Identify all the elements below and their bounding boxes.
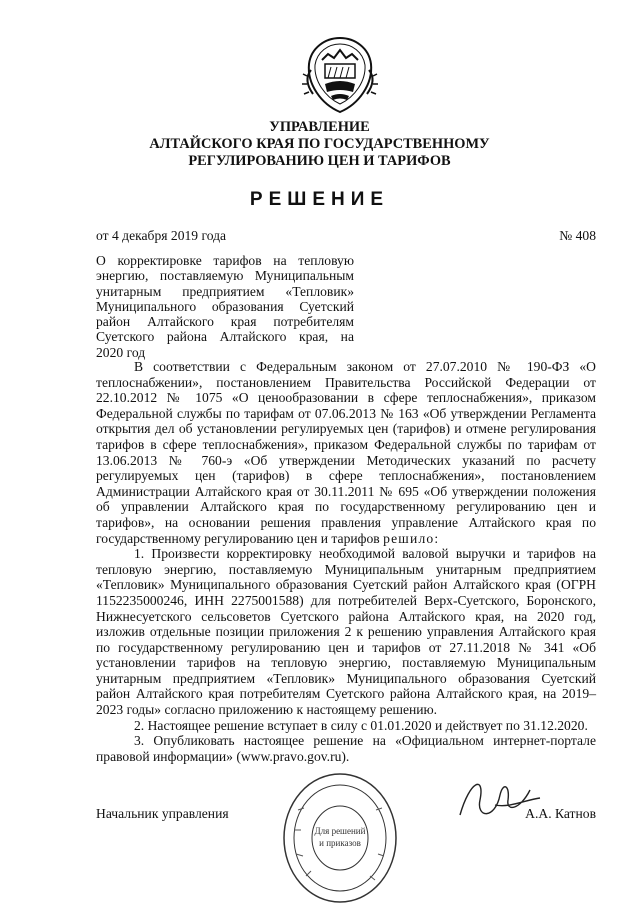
item2-line: 2. Настоящее решение вступает в силу с 01.01.2020 и действует по 31.12.2020. [134,717,588,733]
item1-line: Нижнесуетского сельсоветов Суетского района Алтайского края, на 2020 год, [96,608,596,624]
item3-line: правовой информации» (www.pravo.gov.ru). [96,748,350,764]
preamble-line: тарифов в сфере теплоснабжения», приказом Федеральной службы по тарифам от [96,436,596,452]
item1-line: район Алтайского края потребителям Суетского района Алтайского края, на 2019– [96,686,596,702]
org-line-1: УПРАВЛЕНИЕ [269,119,370,135]
item1-line: по государственному регулированию цен и тарифов от 27.11.2018 № 341 «Об [96,639,596,655]
decision-body [96,359,596,764]
coat-of-arms-emblem [295,34,385,116]
item3-line: 3. Опубликовать настоящее решение на «Официальном интернет-портале [134,733,596,749]
signature-line [96,806,596,822]
preamble-last-line [96,531,596,547]
subject-line: 2020 год [96,344,146,360]
official-stamp [280,770,400,905]
decision-number: № 408 [559,228,596,243]
item1-line: 2023 годы» согласно приложению к настоящему решению. [96,702,438,718]
document-type-title: РЕШЕНИЕ [249,189,390,210]
subject-line: энергию, поставляемую Муниципальным [96,268,354,284]
signer-position: Начальник управления [96,806,229,821]
signer-name: А.А. Катнов [525,806,596,821]
org-line-2: АЛТАЙСКОГО КРАЯ ПО ГОСУДАРСТВЕННОМУ [149,136,490,152]
stamp-text-2: и приказов [319,838,361,848]
date-number-line [96,228,596,244]
item1-line: тепловую энергию, поставляемую Муниципальным унитарным предприятием [96,561,596,577]
subject-line: Муниципального образования Суетский [96,298,354,314]
item1-line: унитарным предприятием «Тепловик» Муниципального образования Суетский [96,670,596,686]
stamp-text-1: Для решений [314,826,366,836]
item1-line: изложив отдельные позиции приложения 2 к решению управления Алтайского края [96,624,596,640]
item1-line: установлении тарифов на тепловую энергию, поставляемую Муниципальным [96,655,596,671]
org-line-3: РЕГУЛИРОВАНИЮ ЦЕН И ТАРИФОВ [188,153,451,169]
subject-block [96,253,354,360]
preamble-line: об управлении Алтайского края по государственному регулированию цен и [96,499,596,515]
organization-name [0,119,639,170]
subject-line: О корректировке тарифов на тепловую [96,253,354,268]
preamble-line: тарифов», на основании решения правления управление Алтайского края по [96,514,596,530]
subject-line: Суетского района Алтайского края, на [96,329,354,345]
item1-line: 1. Произвести корректировку необходимой валовой выручки и тарифов на [134,546,596,562]
preamble-line: Администрации Алтайского края от 30.11.2011 № 695 «Об утверждении положения [96,483,596,499]
preamble-line: В соответствии с Федеральным законом от 27.07.2010 № 190-ФЗ «О [134,359,596,374]
preamble-line: 13.06.2013 № 760-э «Об утверждении Методических указаний по расчету [96,452,596,468]
item1-line: 1152235000246, ИНН 2275001588) для потребителей Верх-Суетского, Боронского, [96,592,596,608]
decided-word: решило: [383,530,440,546]
preamble-line: теплоснабжении», постановлением Правительства Российской Федерации от [96,374,596,390]
item1-line: «Тепловик» Муниципального образования Суетский район Алтайского края (ОГРН [96,577,596,593]
preamble-line: 22.10.2012 № 1075 «О ценообразовании в сфере теплоснабжения», приказом [96,390,596,406]
preamble-last-text: государственному регулированию цен и тарифов [96,530,380,546]
preamble-line: открытия дел об установлении регулируемых цен (тарифов) и отмене регулирования [96,421,596,437]
subject-line: унитарным предприятием «Тепловик» [96,283,354,299]
preamble-line: Федеральной службы по тарифам от 07.06.2013 № 163 «Об утверждении Регламента [96,405,596,421]
preamble-line: регулируемых цен (тарифов) в сфере теплоснабжения», постановлением [96,468,596,484]
decision-date: от 4 декабря 2019 года [96,228,227,243]
subject-line: район Алтайского края потребителям [96,314,354,330]
